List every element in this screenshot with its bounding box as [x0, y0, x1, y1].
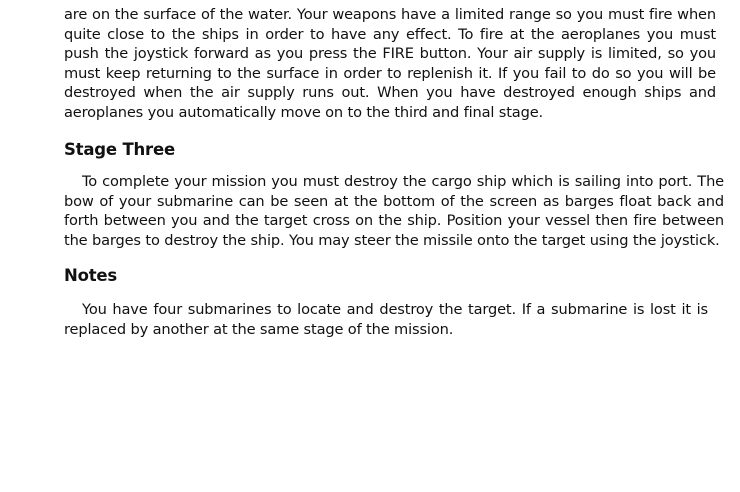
intro-paragraph: are on the surface of the water. Your weapons have a limited range so you must fire when quite close to the ships in order to have any effect. To fire at the aeroplanes you must push the joystick forward as you press the FIRE button. Your air supply is limited, so you must keep returning to the surface in order to replenish it. If you fail to do so you will be destroyed when the air supply runs out. When you have destroyed enough ships and aeroplanes you automatically move on to the third and final stage.	[64, 6, 716, 121]
stage-three-heading: Stage Three	[64, 140, 175, 159]
notes-paragraph: You have four submarines to locate and destroy the target. If a submarine is lost it is replaced by another at the same stage of the mission.	[64, 301, 708, 338]
stage-three-paragraph: To complete your mission you must destroy the cargo ship which is sailing into port. The bow of your submarine can be seen at the bottom of the screen as barges float back and forth between you and the target cross on the ship. Position your vessel then fire between the barges to destroy the ship. You may steer the missile onto the target using the joystick.	[64, 173, 724, 249]
notes-heading: Notes	[64, 266, 118, 285]
